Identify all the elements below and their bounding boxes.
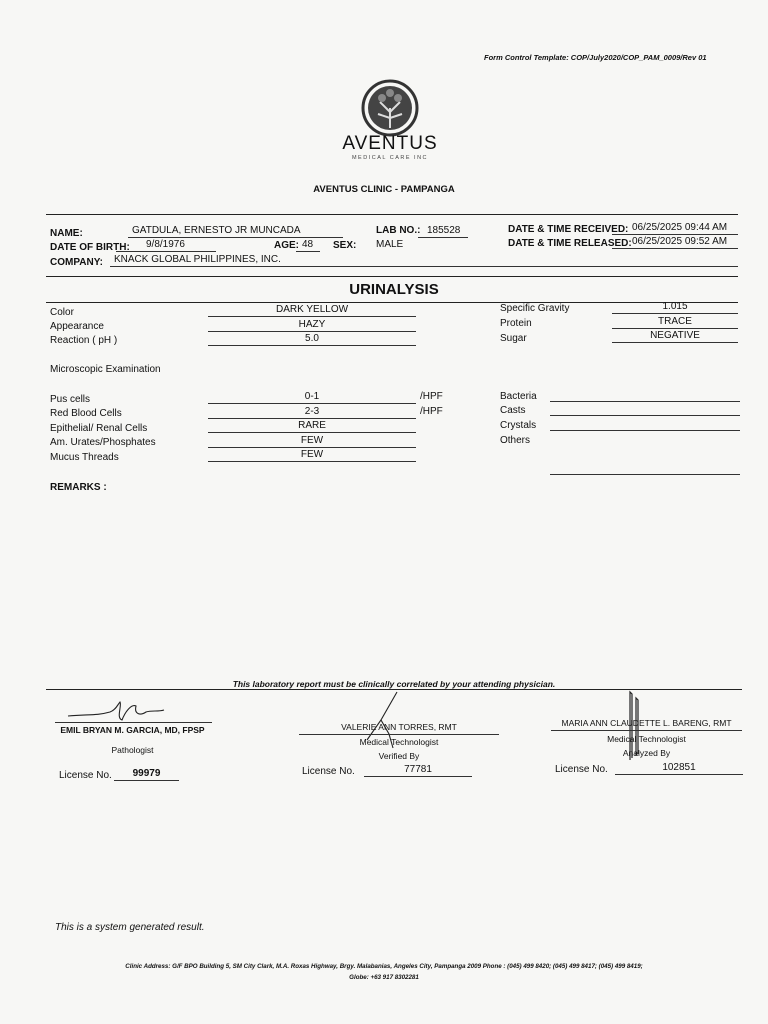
- patient-company: KNACK GLOBAL PHILIPPINES, INC.: [114, 254, 281, 265]
- physical-value-ph: 5.0: [305, 333, 319, 344]
- footer-address: Clinic Address: G/F BPO Building 5, SM City Clark, M.A. Roxas Highway, Brgy. Malabanias, Angeles City, Pampanga 2009 Phone : (045) 499 8420; (045) 499 8417; (045) 499 8419;: [125, 963, 643, 970]
- clinic-logo: [342, 78, 438, 168]
- name-label: NAME:: [50, 228, 83, 239]
- chemical-label-sg: Specific Gravity: [500, 303, 570, 314]
- micro-value-urates: FEW: [300, 435, 324, 446]
- license-label-3: License No.: [555, 764, 608, 775]
- micro-value-epithelial: RARE: [298, 420, 326, 431]
- physical-value-appearance: HAZY: [298, 319, 326, 330]
- micro-label-pus: Pus cells: [50, 394, 91, 405]
- logo-subtitle: MEDICAL CARE INC: [351, 155, 429, 161]
- micro-label-epithelial: Epithelial/ Renal Cells: [50, 423, 148, 434]
- name-underline: [128, 237, 343, 238]
- license-label-2: License No.: [302, 766, 355, 777]
- patient-name: GATDULA, ERNESTO JR MUNCADA: [132, 225, 301, 236]
- chemical-value-sugar: NEGATIVE: [650, 330, 700, 341]
- patient-dob: 9/8/1976: [146, 239, 185, 250]
- signatory-role-2: Medical Technologist: [359, 737, 439, 747]
- chemical-value-protein: TRACE: [658, 316, 692, 327]
- value-underline: [612, 328, 738, 329]
- value-underline: [612, 342, 738, 343]
- sex-label: SEX:: [333, 240, 357, 251]
- date-released: 06/25/2025 09:52 AM: [632, 236, 728, 247]
- patient-sex: MALE: [376, 239, 404, 250]
- license-label-1: License No.: [59, 770, 112, 781]
- value-underline: [208, 461, 416, 462]
- microscopic-title: Microscopic Examination: [50, 364, 161, 375]
- value-underline: [612, 313, 738, 314]
- form-control-code: Form Control Template: COP/July2020/COP_PAM_0009/Rev 01: [484, 53, 707, 62]
- value-underline: [208, 403, 416, 404]
- sign-line: [55, 722, 212, 723]
- test-title: URINALYSIS: [349, 281, 439, 298]
- divider: [46, 214, 738, 215]
- divider: [46, 276, 738, 277]
- signatory-analyzed-3: Analyzed By: [622, 748, 671, 758]
- signatory-name-3: MARIA ANN CLAUDETTE L. BARENG, RMT: [561, 718, 732, 728]
- signatory-name-2: VALERIE ANN TORRES, RMT: [341, 722, 457, 732]
- physical-label-ph: Reaction ( pH ): [50, 335, 118, 346]
- dob-underline: [116, 251, 216, 252]
- micro-value-rbc: 2-3: [304, 406, 320, 417]
- system-note: This is a system generated result.: [55, 922, 205, 933]
- micro-label-urates: Am. Urates/Phosphates: [50, 437, 156, 448]
- company-underline: [110, 266, 738, 267]
- value-underline: [208, 418, 416, 419]
- micro-label-mucus: Mucus Threads: [50, 452, 119, 463]
- value-underline: [550, 401, 740, 402]
- license-underline: [364, 776, 472, 777]
- tree-logo-icon: [350, 78, 430, 138]
- lab-no-underline: [418, 237, 468, 238]
- micro-value-mucus: FEW: [300, 449, 324, 460]
- received-label: DATE & TIME RECEIVED:: [508, 224, 629, 235]
- micro-value-pus: 0-1: [304, 391, 320, 402]
- license-underline: [114, 780, 179, 781]
- age-label: AGE:: [274, 240, 299, 251]
- signatory-role-3: Medical Technologist: [607, 734, 686, 744]
- sign-line: [551, 730, 742, 731]
- license-underline: [615, 774, 743, 775]
- released-label: DATE & TIME RELEASED:: [508, 238, 632, 249]
- license-number-2: 77781: [404, 764, 432, 775]
- value-underline: [208, 316, 416, 317]
- chemical-label-protein: Protein: [500, 318, 532, 329]
- signatory-verified-2: Verified By: [378, 751, 420, 761]
- sign-line: [299, 734, 499, 735]
- clinic-title: AVENTUS CLINIC - PAMPANGA: [313, 184, 455, 195]
- lab-no-label: LAB NO.:: [376, 225, 421, 236]
- company-label: COMPANY:: [50, 257, 103, 268]
- logo-name: AVENTUS: [342, 133, 438, 154]
- value-underline: [550, 415, 740, 416]
- micro-unit-pus: /HPF: [420, 391, 443, 402]
- other-label-casts: Casts: [500, 405, 526, 416]
- value-underline: [550, 430, 740, 431]
- other-label-bacteria: Bacteria: [500, 391, 537, 402]
- disclaimer: This laboratory report must be clinically correlated by your attending physician.: [232, 679, 556, 689]
- micro-unit-rbc: /HPF: [420, 406, 443, 417]
- date-received: 06/25/2025 09:44 AM: [632, 222, 728, 233]
- signatory-name-1: EMIL BRYAN M. GARCIA, MD, FPSP: [60, 725, 205, 735]
- value-underline: [208, 432, 416, 433]
- license-number-1: 99979: [132, 768, 161, 779]
- license-number-3: 102851: [662, 762, 696, 773]
- patient-age: 48: [302, 239, 314, 250]
- received-underline: [612, 234, 738, 235]
- chemical-value-sg: 1.015: [662, 301, 688, 312]
- value-underline: [208, 447, 416, 448]
- signatory-role-1: Pathologist: [111, 745, 154, 755]
- value-underline: [550, 474, 740, 475]
- value-underline: [208, 331, 416, 332]
- physical-label-color: Color: [50, 307, 74, 318]
- age-underline: [296, 251, 320, 252]
- released-underline: [612, 248, 738, 249]
- other-label-crystals: Crystals: [500, 420, 537, 431]
- footer-phone: Globe: +63 917 8302281: [349, 974, 419, 981]
- lab-number: 185528: [427, 225, 461, 236]
- value-underline: [208, 345, 416, 346]
- chemical-label-sugar: Sugar: [500, 333, 527, 344]
- dob-label: DATE OF BIRTH:: [50, 242, 130, 253]
- physical-value-color: DARK YELLOW: [275, 304, 349, 315]
- micro-label-rbc: Red Blood Cells: [50, 408, 122, 419]
- other-label-others: Others: [500, 435, 531, 446]
- remarks-label: REMARKS :: [50, 482, 107, 493]
- physical-label-appearance: Appearance: [50, 321, 104, 332]
